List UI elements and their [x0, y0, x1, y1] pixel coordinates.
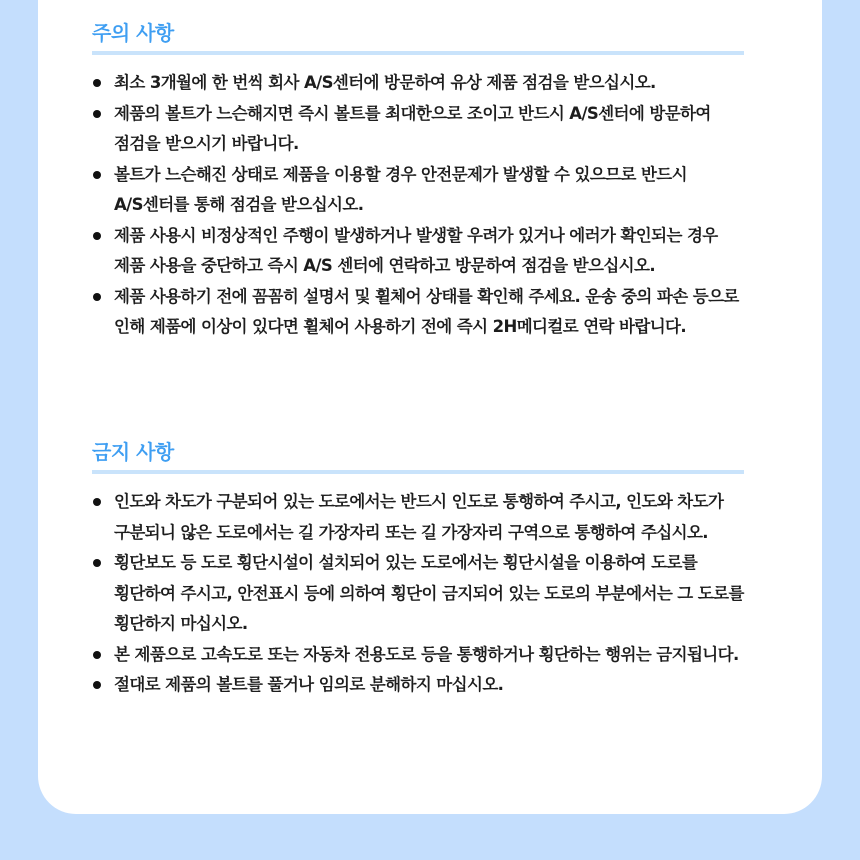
prohibition-title: 금지 사항 [92, 440, 174, 464]
bullet-icon [93, 79, 101, 87]
prohibition-item-text: 횡단보도 등 도로 횡단시설이 설치되어 있는 도로에서는 횡단시설을 이용하여 도로를 횡단하여 주시고, 안전표시 등에 의하여 횡단이 금지되어 있는 도로의 부분에서는 그 도로를 횡단하지 마십시오. [114, 553, 744, 633]
caution-item-text: 제품 사용하기 전에 꼼꼼히 설명서 및 휠체어 상태를 확인해 주세요. 운송 중의 파손 등으로 인해 제품에 이상이 있다면 휠체어 사용하기 전에 즉시 2H메디컬로 연락 바랍니다. [114, 286, 739, 336]
caution-item-text: 최소 3개월에 한 번씩 회사 A/S센터에 방문하여 유상 제품 점검을 받으십시오. [114, 73, 656, 92]
caution-item [92, 221, 744, 282]
prohibition-item-text: 인도와 차도가 구분되어 있는 도로에서는 반드시 인도로 통행하여 주시고, 인도와 차도가 구분되니 않은 도로에서는 길 가장자리 또는 길 가장자리 구역으로 통행하여 주십시오. [114, 492, 724, 542]
prohibition-list [92, 487, 744, 701]
caution-divider [92, 51, 744, 55]
caution-item-text: 제품 사용시 비정상적인 주행이 발생하거나 발생할 우려가 있거나 에러가 확인되는 경우 제품 사용을 중단하고 즉시 A/S 센터에 연락하고 방문하여 점검을 받으십시오. [114, 225, 718, 275]
bullet-icon [93, 498, 101, 506]
caution-title: 주의 사항 [92, 21, 174, 45]
prohibition-item-text: 절대로 제품의 볼트를 풀거나 임의로 분해하지 마십시오. [114, 675, 504, 694]
bullet-icon [93, 559, 101, 567]
bullet-icon [93, 651, 101, 659]
prohibition-divider [92, 470, 744, 474]
caution-item [92, 99, 744, 160]
caution-item [92, 160, 744, 221]
caution-item-text: 제품의 볼트가 느슨해지면 즉시 볼트를 최대한으로 조이고 반드시 A/S센터에 방문하여 점검을 받으시기 바랍니다. [114, 103, 711, 153]
caution-item [92, 282, 744, 343]
bullet-icon [93, 681, 101, 689]
caution-item-text: 볼트가 느슨해진 상태로 제품을 이용할 경우 안전문제가 발생할 수 있으므로 반드시 A/S센터를 통해 점검을 받으십시오. [114, 164, 687, 214]
prohibition-section [92, 437, 744, 701]
caution-item [92, 68, 744, 99]
prohibition-item [92, 670, 744, 701]
caution-section [92, 18, 744, 343]
bullet-icon [93, 110, 101, 118]
caution-list [92, 68, 744, 343]
prohibition-item [92, 487, 744, 548]
bullet-icon [93, 232, 101, 240]
prohibition-item [92, 548, 744, 640]
prohibition-item-text: 본 제품으로 고속도로 또는 자동차 전용도로 등을 통행하거나 횡단하는 행위는 금지됩니다. [114, 644, 739, 664]
prohibition-item [92, 640, 744, 671]
bullet-icon [93, 293, 101, 301]
notice-card [38, 0, 822, 814]
bullet-icon [93, 171, 101, 179]
